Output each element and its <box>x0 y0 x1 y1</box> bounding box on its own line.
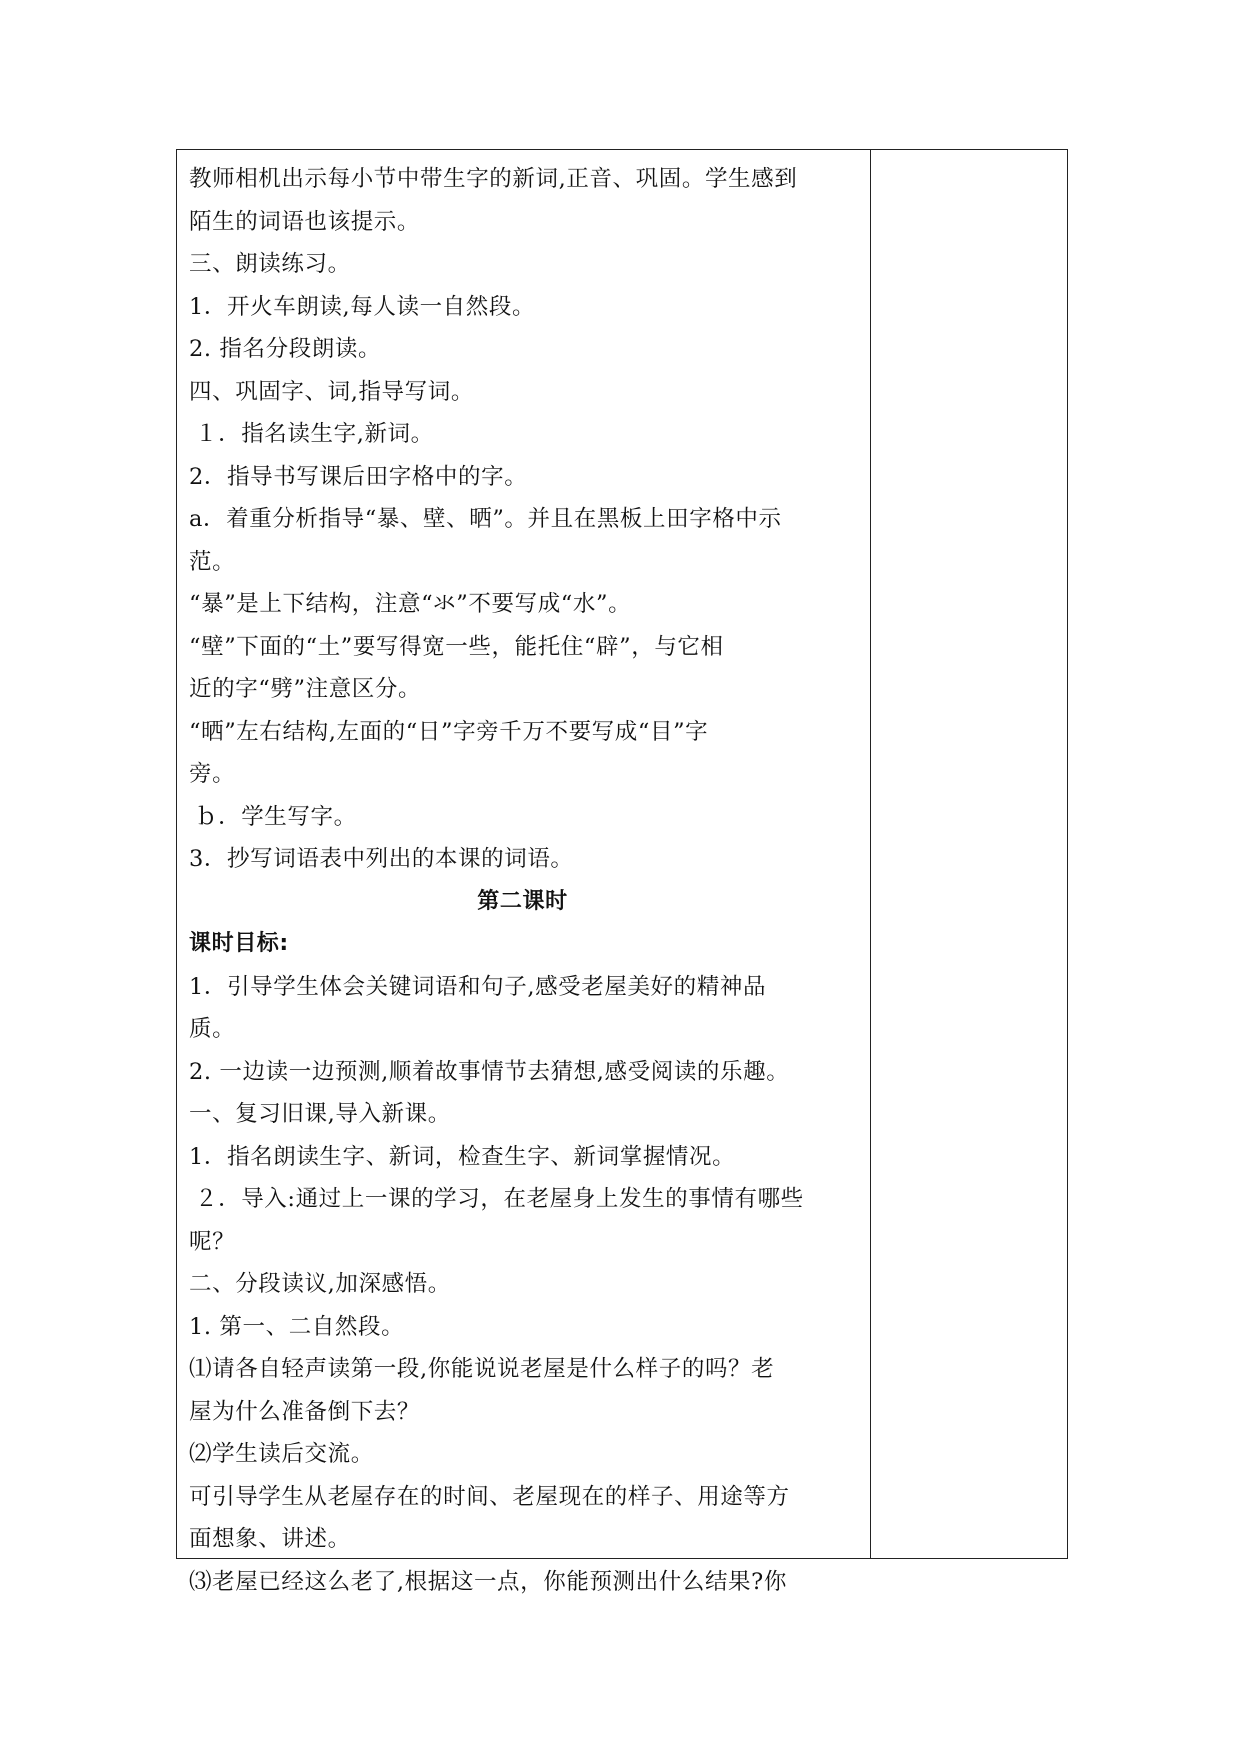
section-heading: 二、分段读议,加深感悟。 <box>189 1271 451 1297</box>
content-line: 范。 <box>189 548 236 575</box>
section-heading: 一、复习旧课,导入新课。 <box>189 1101 451 1127</box>
content-line: 1．引导学生体会关键词语和句子,感受老屋美好的精神品 <box>189 973 767 1000</box>
content-line: 1．指名朗读生字、新词，检查生字、新词掌握情况。 <box>189 1143 736 1170</box>
content-line: ⑴请各自轻声读第一段,你能说说老屋是什么样子的吗？老 <box>189 1356 775 1382</box>
lesson-plan-table <box>176 149 1068 1595</box>
section-heading: 四、巩固字、词,指导写词。 <box>189 378 474 405</box>
content-line: ２．导入:通过上一课的学习，在老屋身上发生的事情有哪些 <box>195 1186 804 1212</box>
lesson-period-heading: 第二课时 <box>477 888 568 914</box>
content-line: 可引导学生从老屋存在的时间、老屋现在的样子、用途等方 <box>189 1483 790 1510</box>
content-line: 屋为什么准备倒下去？ <box>189 1398 421 1425</box>
content-line: “晒”左右结构,左面的“日”字旁千万不要写成“目”字 <box>189 718 709 745</box>
objectives-label: 课时目标: <box>189 931 289 956</box>
section-heading: 三、朗读练习。 <box>189 251 351 277</box>
content-line: “壁”下面的“土”要写得宽一些，能托住“辟”，与它相 <box>189 633 724 660</box>
content-line: 1．开火车朗读,每人读一自然段。 <box>189 293 536 320</box>
content-line: 质。 <box>189 1016 236 1042</box>
content-line: 2. 一边读一边预测,顺着故事情节去猜想,感受阅读的乐趣。 <box>189 1058 790 1085</box>
content-line: 1. 第一、二自然段。 <box>189 1313 405 1340</box>
content-line: 2. 指名分段朗读。 <box>189 336 382 362</box>
content-line: 旁。 <box>189 761 236 787</box>
content-line: 面想象、讲述。 <box>189 1526 351 1552</box>
content-line: １．指名读生字,新词。 <box>195 421 434 447</box>
content-line: 呢？ <box>189 1228 236 1255</box>
content-line: ｂ．学生写字。 <box>195 803 357 830</box>
content-line: ⑶老屋已经这么老了,根据这一点，你能预测出什么结果?你 <box>189 1568 787 1595</box>
content-line: “暴”是上下结构，注意“氺”不要写成“水”。 <box>189 591 632 617</box>
content-line: 2．指导书写课后田字格中的字。 <box>189 463 528 490</box>
content-line: a．着重分析指导“暴、壁、晒”。并且在黑板上田字格中示 <box>189 506 782 532</box>
content-line: 教师相机出示每小节中带生字的新词,正音、巩固。学生感到 <box>189 166 798 192</box>
lesson-content-cell <box>177 150 871 1595</box>
content-line: 陌生的词语也该提示。 <box>189 208 421 235</box>
content-line: 近的字“劈”注意区分。 <box>189 676 422 702</box>
content-line: 3．抄写词语表中列出的本课的词语。 <box>189 846 574 872</box>
notes-cell <box>871 150 1067 1558</box>
content-line: ⑵学生读后交流。 <box>189 1441 374 1467</box>
